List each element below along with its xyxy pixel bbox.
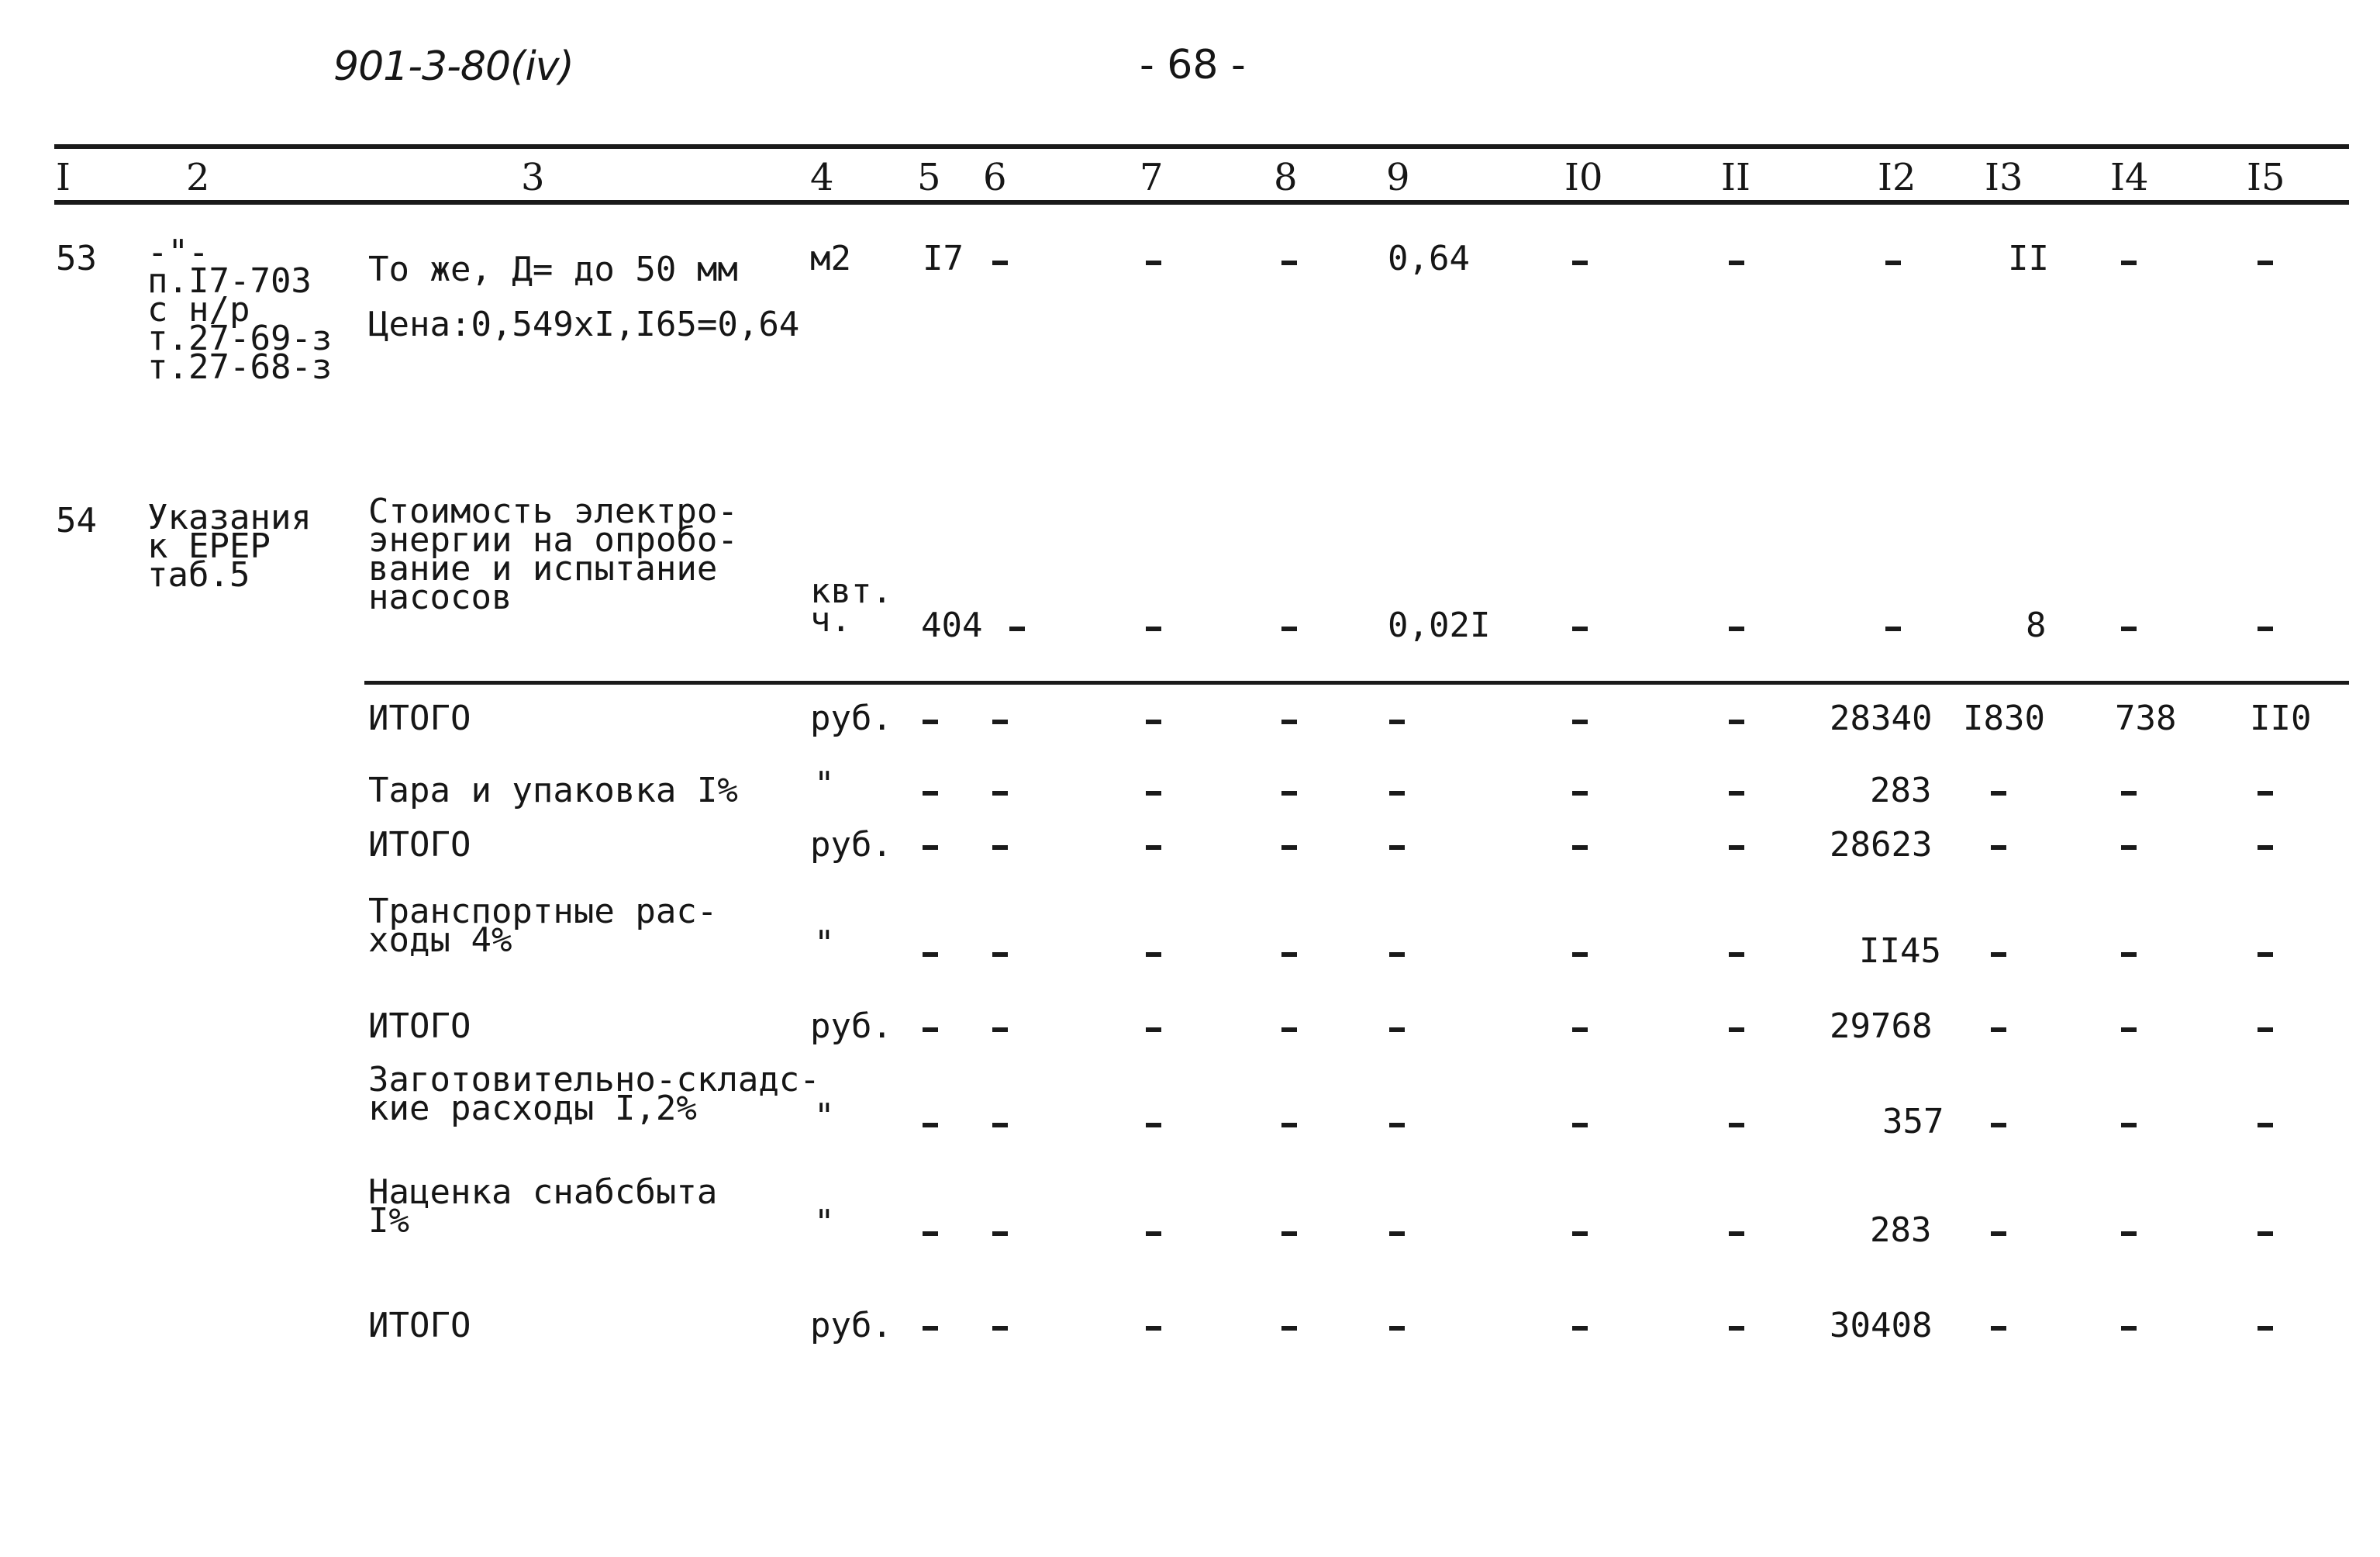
empty-cell-dash — [1281, 1027, 1297, 1032]
empty-cell-dash — [992, 261, 1008, 265]
row-description: То же, Д= до 50 мм Цена:0,549хI,I65=0,64 — [368, 250, 800, 345]
row-unit: квт. ч. — [810, 571, 892, 640]
row-col5: I7 — [923, 239, 964, 278]
empty-cell-dash — [2121, 1326, 2137, 1331]
empty-cell-dash — [1885, 261, 1901, 265]
empty-cell-dash — [1281, 627, 1297, 631]
col-header-9: 9 — [1386, 156, 1410, 199]
summary-unit: " — [814, 1203, 835, 1242]
empty-cell-dash — [2258, 952, 2273, 957]
empty-cell-dash — [1146, 1027, 1161, 1032]
col-header-7: 7 — [1140, 156, 1164, 199]
empty-cell-dash — [1281, 845, 1297, 850]
col-header-5: 5 — [917, 156, 941, 199]
summary-label: ИТОГО — [368, 699, 471, 738]
empty-cell-dash — [1281, 791, 1297, 796]
empty-cell-dash — [923, 720, 938, 724]
empty-cell-dash — [1572, 952, 1588, 957]
summary-unit: " — [814, 1096, 835, 1136]
empty-cell-dash — [2258, 1123, 2273, 1127]
summary-unit: руб. — [810, 1006, 892, 1046]
page-number: - 68 - — [1140, 42, 1246, 88]
empty-cell-dash — [1389, 845, 1405, 850]
empty-cell-dash — [1729, 627, 1744, 631]
document-code: 901-3-80(iv) — [333, 43, 574, 90]
top-rule — [54, 144, 2349, 149]
empty-cell-dash — [2121, 627, 2137, 631]
empty-cell-dash — [1729, 952, 1744, 957]
empty-cell-dash — [1729, 1123, 1744, 1127]
empty-cell-dash — [2121, 845, 2137, 850]
empty-cell-dash — [1146, 1326, 1161, 1331]
summary-unit: " — [814, 923, 835, 963]
col-header-1: I — [56, 156, 71, 199]
empty-cell-dash — [1572, 1123, 1588, 1127]
col-header-15: I5 — [2247, 156, 2285, 199]
empty-cell-dash — [992, 1231, 1008, 1236]
summary-label: Заготовительно-складс- кие расходы I,2% — [368, 1060, 820, 1128]
empty-cell-dash — [923, 791, 938, 796]
empty-cell-dash — [2121, 1231, 2137, 1236]
empty-cell-dash — [2121, 952, 2137, 957]
empty-cell-dash — [1572, 1231, 1588, 1236]
empty-cell-dash — [1729, 720, 1744, 724]
empty-cell-dash — [1389, 1123, 1405, 1127]
empty-cell-dash — [1389, 1231, 1405, 1236]
empty-cell-dash — [2258, 627, 2273, 631]
empty-cell-dash — [1281, 1326, 1297, 1331]
summary-label: Тара и упаковка I% — [368, 771, 738, 810]
empty-cell-dash — [1281, 720, 1297, 724]
empty-cell-dash — [1991, 952, 2006, 957]
empty-cell-dash — [992, 1123, 1008, 1127]
empty-cell-dash — [1572, 791, 1588, 796]
empty-cell-dash — [1991, 1027, 2006, 1032]
empty-cell-dash — [1146, 952, 1161, 957]
empty-cell-dash — [1389, 952, 1405, 957]
empty-cell-dash — [2258, 1326, 2273, 1331]
empty-cell-dash — [1729, 791, 1744, 796]
empty-cell-dash — [1146, 791, 1161, 796]
col-header-13: I3 — [1985, 156, 2023, 199]
empty-cell-dash — [1009, 627, 1025, 631]
empty-cell-dash — [1281, 1231, 1297, 1236]
empty-cell-dash — [1729, 1027, 1744, 1032]
empty-cell-dash — [923, 1123, 938, 1127]
empty-cell-dash — [1281, 261, 1297, 265]
summary-col13: I830 — [1963, 699, 2045, 738]
empty-cell-dash — [1729, 845, 1744, 850]
empty-cell-dash — [2258, 1027, 2273, 1032]
summary-col12: 283 — [1870, 771, 1932, 810]
empty-cell-dash — [1572, 720, 1588, 724]
empty-cell-dash — [1281, 952, 1297, 957]
empty-cell-dash — [1389, 720, 1405, 724]
row-number: 54 — [56, 501, 97, 540]
empty-cell-dash — [1389, 1326, 1405, 1331]
summary-col12: 29768 — [1830, 1006, 1933, 1046]
empty-cell-dash — [2121, 261, 2137, 265]
empty-cell-dash — [2258, 791, 2273, 796]
empty-cell-dash — [992, 720, 1008, 724]
col-header-10: I0 — [1564, 156, 1603, 199]
col-header-3: 3 — [521, 156, 545, 199]
col-header-14: I4 — [2110, 156, 2149, 199]
empty-cell-dash — [1729, 261, 1744, 265]
row-unit: м2 — [810, 239, 851, 278]
row-reference: -"- п.I7-703 с н/р т.27-69-з т.27-68-з — [147, 233, 333, 387]
empty-cell-dash — [1572, 261, 1588, 265]
row-col9: 0,02I — [1388, 606, 1491, 645]
empty-cell-dash — [2258, 261, 2273, 265]
empty-cell-dash — [1281, 1123, 1297, 1127]
empty-cell-dash — [1389, 1027, 1405, 1032]
col-header-4: 4 — [810, 156, 834, 199]
empty-cell-dash — [1991, 845, 2006, 850]
empty-cell-dash — [1729, 1326, 1744, 1331]
col-header-12: I2 — [1878, 156, 1916, 199]
summary-col12: 28340 — [1830, 699, 1933, 738]
empty-cell-dash — [1146, 1123, 1161, 1127]
empty-cell-dash — [1146, 261, 1161, 265]
summary-col15: II0 — [2250, 699, 2312, 738]
row-col9: 0,64 — [1388, 239, 1470, 278]
summary-label: ИТОГО — [368, 1006, 471, 1046]
summary-col12: 357 — [1882, 1102, 1944, 1141]
empty-cell-dash — [2258, 1231, 2273, 1236]
col-header-11: II — [1721, 156, 1751, 199]
summary-unit: руб. — [810, 1306, 892, 1345]
empty-cell-dash — [923, 845, 938, 850]
empty-cell-dash — [2121, 1123, 2137, 1127]
row-reference: Указания к ЕРЕР таб.5 — [147, 498, 312, 595]
empty-cell-dash — [1146, 845, 1161, 850]
empty-cell-dash — [2258, 845, 2273, 850]
summary-unit: руб. — [810, 699, 892, 738]
summary-col12: 30408 — [1830, 1306, 1933, 1345]
empty-cell-dash — [1146, 627, 1161, 631]
empty-cell-dash — [992, 845, 1008, 850]
empty-cell-dash — [992, 791, 1008, 796]
empty-cell-dash — [1991, 1231, 2006, 1236]
summary-unit: руб. — [810, 825, 892, 865]
empty-cell-dash — [992, 1027, 1008, 1032]
empty-cell-dash — [1146, 1231, 1161, 1236]
empty-cell-dash — [2121, 1027, 2137, 1032]
col-header-8: 8 — [1274, 156, 1298, 199]
empty-cell-dash — [923, 952, 938, 957]
empty-cell-dash — [1991, 1123, 2006, 1127]
empty-cell-dash — [1991, 791, 2006, 796]
row-description: Стоимость электро- энергии на опробо- вание и испытание насосов — [368, 492, 738, 617]
empty-cell-dash — [992, 952, 1008, 957]
summary-col14: 738 — [2115, 699, 2177, 738]
empty-cell-dash — [992, 1326, 1008, 1331]
summary-label: Транспортные рас- ходы 4% — [368, 892, 718, 960]
empty-cell-dash — [1572, 627, 1588, 631]
empty-cell-dash — [923, 1027, 938, 1032]
empty-cell-dash — [1885, 627, 1901, 631]
summary-col12: II45 — [1859, 931, 1941, 971]
header-bottom-rule — [54, 200, 2349, 205]
empty-cell-dash — [1729, 1231, 1744, 1236]
summary-label: Наценка снабсбыта I% — [368, 1172, 718, 1241]
empty-cell-dash — [1572, 1027, 1588, 1032]
col-header-2: 2 — [186, 156, 210, 199]
empty-cell-dash — [1572, 845, 1588, 850]
summary-label: ИТОГО — [368, 825, 471, 865]
empty-cell-dash — [923, 1326, 938, 1331]
summary-label: ИТОГО — [368, 1306, 471, 1345]
empty-cell-dash — [1146, 720, 1161, 724]
summary-col12: 283 — [1870, 1210, 1932, 1250]
empty-cell-dash — [1389, 791, 1405, 796]
summary-rule — [364, 681, 2349, 685]
empty-cell-dash — [1572, 1326, 1588, 1331]
row-number: 53 — [56, 239, 97, 278]
empty-cell-dash — [923, 1231, 938, 1236]
row-col5: 404 — [921, 606, 983, 645]
summary-unit: " — [814, 765, 835, 804]
empty-cell-dash — [1991, 1326, 2006, 1331]
col-header-6: 6 — [983, 156, 1007, 199]
summary-col12: 28623 — [1830, 825, 1933, 865]
row-col13: 8 — [2026, 606, 2047, 645]
empty-cell-dash — [2121, 791, 2137, 796]
row-col13: II — [2008, 239, 2049, 278]
